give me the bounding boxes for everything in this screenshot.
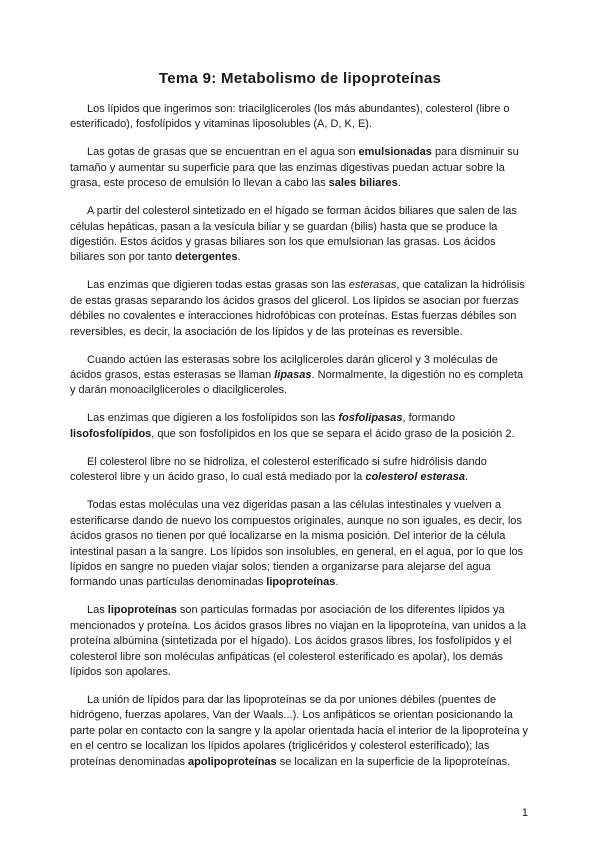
text-run: Las enzimas que digieren a los fosfolípidos son las bbox=[87, 412, 339, 425]
italic-term: esterasas bbox=[348, 279, 397, 292]
bold-term: apolipoproteínas bbox=[188, 755, 277, 768]
page-number: 1 bbox=[521, 807, 528, 819]
text-run: Las bbox=[87, 604, 108, 617]
bold-term: emulsionadas bbox=[358, 146, 432, 159]
paragraph bbox=[70, 353, 528, 399]
text-run: para disminuir su tamaño y aumentar su superficie para que las enzimas digestivas puedan actuar sobre la grasa, este proceso de emulsión lo llevan a cabo las bbox=[70, 146, 519, 190]
paragraph bbox=[70, 102, 528, 133]
paragraph bbox=[70, 603, 528, 680]
document-body bbox=[70, 102, 528, 783]
bold-term: detergentes bbox=[175, 251, 238, 264]
paragraph bbox=[70, 278, 528, 340]
text-run: La unión de lípidos para dar las lipoproteínas se da por uniones débiles (puentes de hidrógeno, fuerzas apolares, Van der Waals...). Los anfipáticos se orientan posicionando la parte polar en contacto con la sangre y la apolar orientada hacia el interior de la lipoproteína y en el centro se localizan los lípidos apolares (triglicéridos y colesterol esterificado); las proteínas denominadas bbox=[70, 693, 529, 768]
text-run: . bbox=[237, 251, 241, 264]
paragraph bbox=[70, 498, 528, 590]
text-run: Las gotas de grasas que se encuentran en el agua son bbox=[87, 146, 359, 159]
bold-term: lipoproteínas bbox=[266, 576, 336, 589]
paragraph bbox=[70, 204, 528, 266]
text-run: . bbox=[465, 471, 469, 484]
bold-italic-term: lipasas bbox=[274, 369, 312, 382]
text-run: El colesterol libre no se hidroliza, el colesterol esterificado si sufre hidrólisis dando colesterol libre y un ácido graso, lo cual está mediado por la bbox=[70, 455, 487, 484]
text-run: . bbox=[397, 177, 401, 190]
text-run: . bbox=[335, 576, 339, 589]
text-run: son partículas formadas por asociación de los diferentes lípidos ya mencionados y proteína. Los ácidos grasos libres no viajan en la lipoproteína, van unidos a la proteína albúmina (sintetizada por el hígado). Los ácidos grasos libres, los fosfolípidos y el colesterol libre son moléculas anfipáticas (el colesterol esterificado es apolar), los demás lípidos son apolares. bbox=[70, 604, 527, 678]
text-run: Todas estas moléculas una vez digeridas pasan a las células intestinales y vuelven a esterificarse dando de nuevo los compuestos originales, aunque no son iguales, es decir, los ácidos grasos no tienen por qué localizarse en la misma posición. Del interior de la célula intestinal pasan a la sangre. Los lípidos son insolubles, en general, en el agua, por lo que los lípidos en sangre no pueden viajar solos; tienden a organizarse para alejarse del agua formando unas partículas denominadas bbox=[70, 499, 524, 589]
bold-italic-term: fosfolipasas bbox=[338, 412, 403, 425]
text-run: , formando bbox=[402, 412, 456, 425]
bold-term: lipoproteínas bbox=[107, 604, 177, 617]
paragraph bbox=[70, 145, 528, 191]
text-run: A partir del colesterol sintetizado en el hígado se forman ácidos biliares que salen de las células hepáticas, pasan a la vesícula biliar y se guardan (bilis) hasta que se produce la digestión. Estos ácidos y grasas biliares son los que emulsionan las grasas. Los ácidos biliares son por tanto bbox=[70, 205, 517, 264]
text-run: Cuando actúen las esterasas sobre los acilgliceroles darán glicerol y 3 moléculas de ácidos grasos, estas esterasas se llaman bbox=[70, 353, 498, 382]
text-run: . Normalmente, la digestión no es completa y darán monoacilgliceroles o diacilgliceroles. bbox=[70, 369, 524, 397]
bold-term: lisofosfolípidos bbox=[70, 427, 152, 440]
bold-term: sales biliares bbox=[328, 177, 398, 190]
paragraph bbox=[70, 455, 528, 486]
page-title: Tema 9: Metabolismo de lipoproteínas bbox=[158, 70, 442, 87]
text-run: Las enzimas que digieren todas estas grasas son las bbox=[87, 279, 349, 292]
text-run: , que catalizan la hidrólisis de estas grasas separando los ácidos grasos del glicerol. Los lípidos se asocian por fuerzas débiles no covalentes e interacciones hidrofóbicas con proteínas. Estas fuerzas débiles son reversibles, es decir, la asociación de los lípidos y de las proteínas es reversible. bbox=[70, 279, 525, 338]
text-run: se localizan en la superficie de la lipoproteínas. bbox=[276, 755, 511, 768]
paragraph bbox=[70, 693, 528, 770]
text-run: Los lípidos que ingerimos son: triacilgliceroles (los más abundantes), colesterol (libre o esterificado), fosfolípidos y vitaminas liposolubles (A, D, K, E). bbox=[70, 103, 510, 131]
text-run: , que son fosfolípidos en los que se separa el ácido graso de la posición 2. bbox=[151, 427, 515, 440]
paragraph bbox=[70, 411, 528, 442]
bold-italic-term: colesterol esterasa bbox=[365, 471, 466, 484]
